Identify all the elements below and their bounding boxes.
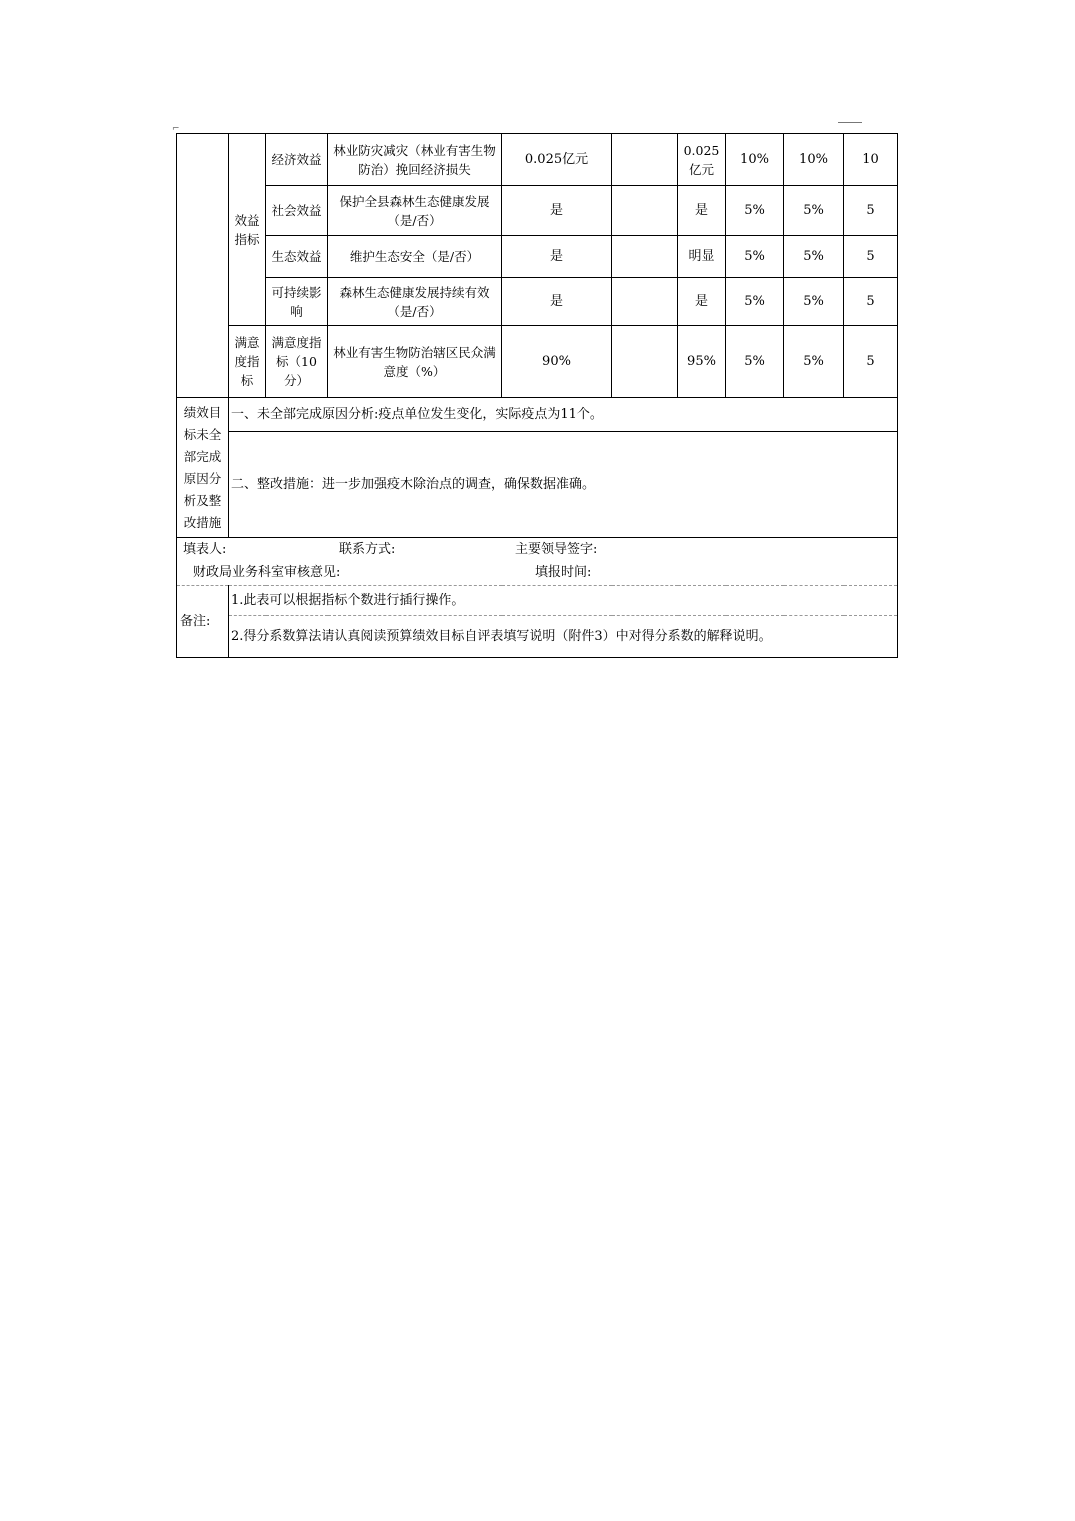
weight-value: 5% xyxy=(726,278,784,326)
fill-date-label: 填报时间: xyxy=(535,565,592,581)
score-value: 5 xyxy=(844,236,898,278)
score-value: 5 xyxy=(844,186,898,236)
weight-value: 10% xyxy=(726,134,784,186)
score-value: 5 xyxy=(844,278,898,326)
actual-value: 是 xyxy=(678,278,726,326)
note-item: 1.此表可以根据指标个数进行插行操作。 xyxy=(229,586,898,616)
target-value: 是 xyxy=(502,186,612,236)
analysis-measures: 二、整改措施：进一步加强疫木除治点的调查，确保数据准确。 xyxy=(229,432,898,538)
satisfaction-group-label: 满意度指标 xyxy=(229,326,266,398)
table-row xyxy=(177,432,898,538)
blank-cell xyxy=(612,134,678,186)
table-row xyxy=(177,562,898,586)
weight-value: 5% xyxy=(726,326,784,398)
score-rate-value: 10% xyxy=(784,134,844,186)
weight-value: 5% xyxy=(726,186,784,236)
corner-mark-left: ⌐ xyxy=(172,124,180,134)
score-rate-value: 5% xyxy=(784,186,844,236)
table-row xyxy=(177,616,898,658)
leader-sign-label: 主要领导签字: xyxy=(515,541,598,557)
target-value: 0.025亿元 xyxy=(502,134,612,186)
actual-value: 0.025亿元 xyxy=(678,134,726,186)
sub-indicator: 社会效益 xyxy=(266,186,328,236)
table-row xyxy=(177,326,898,398)
score-rate-value: 5% xyxy=(784,236,844,278)
outer-group-cell xyxy=(177,134,229,398)
score-rate-value: 5% xyxy=(784,326,844,398)
indicator-text: 维护生态安全（是/否） xyxy=(328,236,502,278)
corner-mark-right xyxy=(838,122,862,123)
sub-indicator: 可持续影响 xyxy=(266,278,328,326)
table-row xyxy=(177,134,898,186)
score-value: 10 xyxy=(844,134,898,186)
contact-label: 联系方式: xyxy=(339,541,396,557)
performance-table xyxy=(176,133,898,658)
score-rate-value: 5% xyxy=(784,278,844,326)
benefit-group-label: 效益指标 xyxy=(229,134,266,326)
footer-line-2 xyxy=(177,562,898,586)
note-item: 2.得分系数算法请认真阅读预算绩效目标自评表填写说明（附件3）中对得分系数的解释说明。 xyxy=(229,616,898,658)
actual-value: 明显 xyxy=(678,236,726,278)
filler-label: 填表人: xyxy=(183,541,227,557)
blank-cell xyxy=(612,278,678,326)
table-row xyxy=(177,586,898,616)
indicator-text: 林业防灾减灾（林业有害生物防治）挽回经济损失 xyxy=(328,134,502,186)
indicator-text: 保护全县森林生态健康发展（是/否） xyxy=(328,186,502,236)
table-row xyxy=(177,538,898,562)
sub-indicator: 生态效益 xyxy=(266,236,328,278)
weight-value: 5% xyxy=(726,236,784,278)
sub-indicator: 满意度指标（10分） xyxy=(266,326,328,398)
target-value: 是 xyxy=(502,236,612,278)
target-value: 是 xyxy=(502,278,612,326)
table-row xyxy=(177,398,898,432)
indicator-text: 森林生态健康发展持续有效（是/否） xyxy=(328,278,502,326)
table-row xyxy=(177,186,898,236)
score-value: 5 xyxy=(844,326,898,398)
table-row xyxy=(177,278,898,326)
blank-cell xyxy=(612,186,678,236)
finance-review-label: 财政局业务科室审核意见: xyxy=(193,565,341,581)
table-row xyxy=(177,236,898,278)
blank-cell xyxy=(612,236,678,278)
analysis-reason: 一、未全部完成原因分析:疫点单位发生变化，实际疫点为11个。 xyxy=(229,398,898,432)
blank-cell xyxy=(612,326,678,398)
sub-indicator: 经济效益 xyxy=(266,134,328,186)
notes-label: 备注: xyxy=(177,586,229,658)
target-value: 90% xyxy=(502,326,612,398)
actual-value: 是 xyxy=(678,186,726,236)
footer-line-1 xyxy=(177,538,898,562)
analysis-label: 绩效目标未全部完成原因分析及整改措施 xyxy=(177,398,229,538)
indicator-text: 林业有害生物防治辖区民众满意度（%） xyxy=(328,326,502,398)
actual-value: 95% xyxy=(678,326,726,398)
